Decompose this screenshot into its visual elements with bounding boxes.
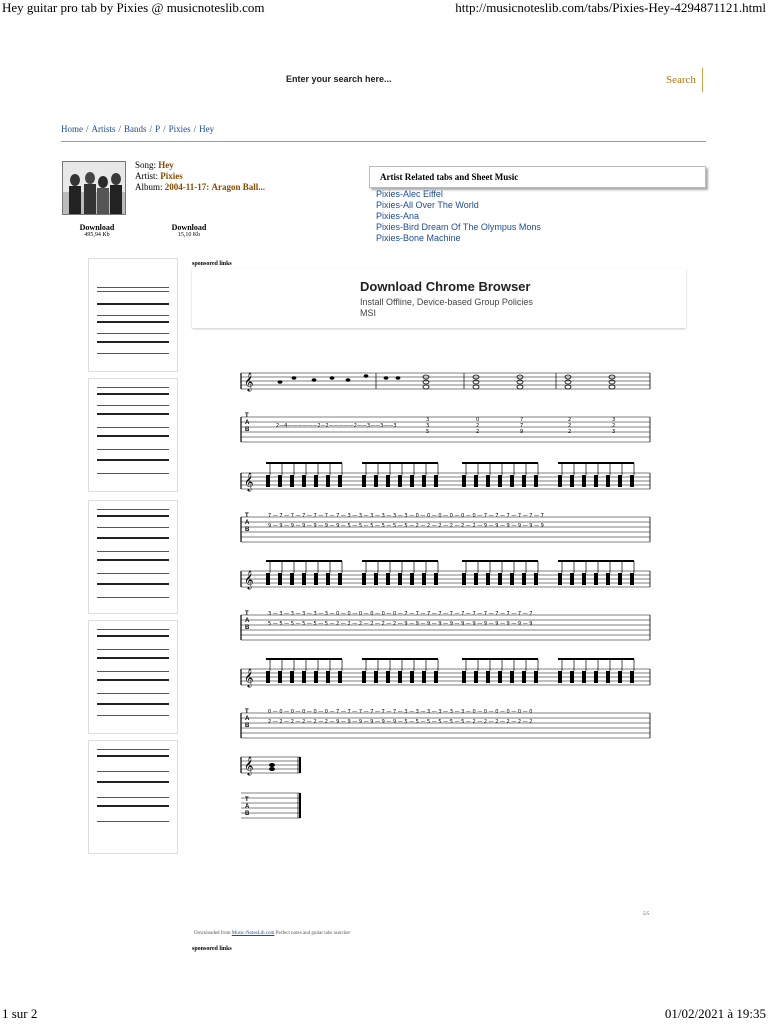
svg-text:7 — 7 — 7 — 7 — 7 — 7 — 7 — 3: 7 — 7 — 7 — 7 — 7 — 7 — 7 — 3 — 3 — 3 — 3 — 3 — 3 — 0 — 0 — 0 — 0 — 0 — 0 — 7 — 7 — 7 — 7 — 7 — 7 <box>268 513 544 519</box>
divider <box>61 141 706 142</box>
related-link[interactable]: Pixies-All Over The World <box>376 200 479 210</box>
svg-text:2: 2 <box>568 423 572 429</box>
breadcrumb-bands[interactable]: Bands <box>124 124 147 134</box>
tab-clef: T A B <box>245 797 250 817</box>
related-link[interactable]: Pixies-Alec Eiffel <box>376 189 443 199</box>
source-link[interactable]: Music-NotesLib.com <box>231 931 275 936</box>
svg-text:3: 3 <box>426 423 430 429</box>
svg-text:5 — 5 — 5 — 5 — 5 — 5 — 2 — 2: 5 — 5 — 5 — 5 — 5 — 5 — 2 — 2 — 2 — 2 — 2 — 2 — 9 — 9 — 9 — 9 — 9 — 9 — 9 — 9 — 9 — 9 — 9 — 9 <box>268 621 533 627</box>
downloaded-from-note: Downloaded from Music-NotesLib.com Perfect notes and guitar tabs searcher <box>194 931 351 936</box>
svg-text:5: 5 <box>426 429 430 435</box>
page-number: 5/5 <box>643 912 650 917</box>
search-input[interactable] <box>272 68 660 90</box>
svg-text:𝄞: 𝄞 <box>244 756 254 775</box>
sponsored-label: sponsored links <box>192 261 232 267</box>
svg-text:0 — 0 — 0 — 0 — 0 — 0 — 7 — 7: 0 — 0 — 0 — 0 — 0 — 0 — 7 — 7 — 7 — 7 — 7 — 7 — 3 — 3 — 3 — 3 — 3 — 3 — 0 — 0 — 0 — 0 — 0 — 0 <box>268 709 533 715</box>
tab-clef: T A B <box>245 513 250 533</box>
print-page-count: 1 sur 2 <box>2 1006 38 1021</box>
ad-banner[interactable] <box>192 268 686 328</box>
breadcrumb: Home / Artists / Bands / P / Pixies / Hey <box>61 124 215 134</box>
sheet-page-thumbnail[interactable] <box>88 258 178 372</box>
print-page-url: http://musicnoteslib.com/tabs/Pixies-Hey-4294871121.html <box>455 0 766 15</box>
svg-text:2 — 2 — 2 — 2 — 2 — 2 — 9 — 9: 2 — 2 — 2 — 2 — 2 — 2 — 9 — 9 — 9 — 9 — 9 — 9 — 5 — 5 — 5 — 5 — 5 — 5 — 2 — 2 — 2 — 2 — 2 — 2 <box>268 719 533 725</box>
album-separator: : <box>206 182 210 192</box>
svg-text:2: 2 <box>568 417 572 423</box>
sheet-page-thumbnail[interactable] <box>88 378 178 492</box>
related-link[interactable]: Pixies-Bird Dream Of The Olympus Mons <box>376 222 541 232</box>
sheet-page-thumbnail[interactable] <box>88 500 178 614</box>
score-sheet <box>236 365 656 825</box>
related-link[interactable]: Pixies-Ana <box>376 211 420 221</box>
ad-subtitle: Install Offline, Device-based Group Policies MSI <box>360 297 533 318</box>
album-link[interactable]: Aragon Ball... <box>211 182 266 192</box>
tab-clef: T A B <box>245 709 250 729</box>
download-size: 15,10 Kb <box>177 232 201 238</box>
svg-text:7: 7 <box>520 417 524 423</box>
svg-text:2: 2 <box>612 423 616 429</box>
svg-text:9 — 9 — 9 — 9 — 9 — 9 — 9 — 5: 9 — 9 — 9 — 9 — 9 — 9 — 9 — 5 — 5 — 5 — 5 — 5 — 5 — 2 — 2 — 2 — 2 — 2 — 2 — 9 — 9 — 9 — 9 — 9 — 9 <box>268 523 544 529</box>
svg-text:3: 3 <box>612 417 616 423</box>
breadcrumb-artist[interactable]: Pixies <box>168 124 191 134</box>
breadcrumb-letter[interactable]: P <box>155 124 161 134</box>
related-list <box>376 189 541 244</box>
breadcrumb-song[interactable]: Hey <box>199 124 215 134</box>
download-button-pdf[interactable] <box>162 223 216 239</box>
svg-text:3: 3 <box>426 417 430 423</box>
svg-text:3 — 3 — 3 — 3 — 3 — 3 — 0 — 0: 3 — 3 — 3 — 3 — 3 — 3 — 0 — 0 — 0 — 0 — 0 — 0 — 7 — 7 — 7 — 7 — 7 — 7 — 7 — 7 — 7 — 7 — 7 — 7 <box>268 611 533 617</box>
svg-text:3: 3 <box>612 429 616 435</box>
album-cover <box>62 161 126 215</box>
song-label: Song: <box>135 160 157 170</box>
download-label: Download <box>79 223 115 232</box>
artist-link[interactable]: Pixies <box>160 171 183 181</box>
album-label: Album: <box>135 182 163 192</box>
artist-label: Artist: <box>135 171 159 181</box>
ad-title: Download Chrome Browser <box>360 279 531 294</box>
print-date: 01/02/2021 à 19:35 <box>664 1006 766 1021</box>
tab-clef: T A B <box>245 413 250 433</box>
sheet-page-thumbnail[interactable] <box>88 740 178 854</box>
song-value: Hey <box>158 160 174 170</box>
breadcrumb-artists[interactable]: Artists <box>91 124 116 134</box>
related-header: Artist Related tabs and Sheet Music <box>369 166 706 188</box>
related-link[interactable]: Pixies-Bone Machine <box>376 233 461 243</box>
sheet-page-thumbnail[interactable] <box>88 620 178 734</box>
svg-text:2: 2 <box>476 429 480 435</box>
download-size: 495,94 Kb <box>84 232 110 238</box>
svg-text:2—4——————2—2—————2——3——3——3: 2—4——————2—2—————2——3——3——3 <box>276 423 397 429</box>
svg-text:9: 9 <box>520 429 524 435</box>
svg-text:2: 2 <box>568 429 572 435</box>
print-page-title: Hey guitar pro tab by Pixies @ musicnoteslib.com <box>2 0 265 15</box>
download-button-gp[interactable] <box>70 223 124 239</box>
sponsored-label: sponsored links <box>192 946 232 952</box>
svg-text:0: 0 <box>476 417 480 423</box>
album-year: 2004-11-17 <box>164 182 207 192</box>
tab-clef: T A B <box>245 611 250 631</box>
download-label: Download <box>171 223 207 232</box>
svg-text:7: 7 <box>520 423 524 429</box>
search-button[interactable]: Search <box>660 68 703 92</box>
svg-text:2: 2 <box>476 423 480 429</box>
song-info <box>135 160 265 193</box>
breadcrumb-home[interactable]: Home <box>61 124 83 134</box>
